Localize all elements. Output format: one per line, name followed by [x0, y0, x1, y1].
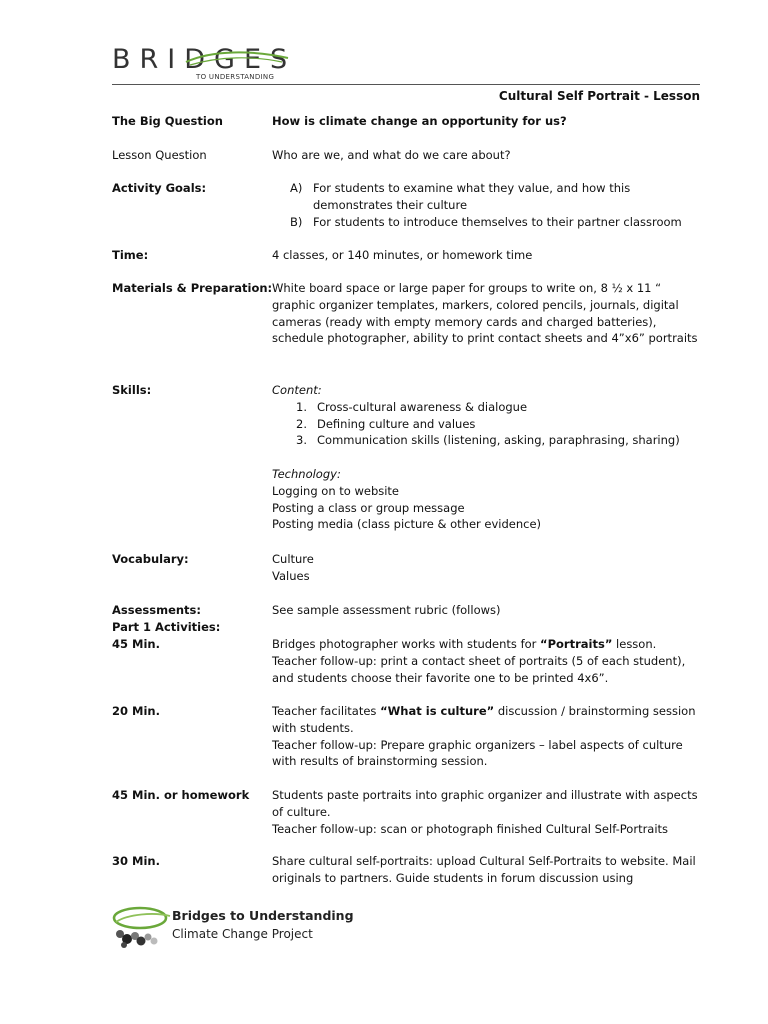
- activity-description: Share cultural self-portraits: upload Cultural Self-Portraits to website. Mail originals to partners. Guide students in forum discussion using: [272, 854, 696, 885]
- time-value: 4 classes, or 140 minutes, or homework time: [272, 248, 533, 262]
- lesson-question-value: Who are we, and what do we care about?: [272, 148, 511, 162]
- technology-item: Posting a class or group message: [272, 500, 465, 515]
- logo-swoosh-icon: [182, 46, 292, 72]
- logo-tagline: TO UNDERSTANDING: [196, 73, 275, 81]
- page-title: Cultural Self Portrait - Lesson: [498, 89, 700, 103]
- skills-label: Skills:: [112, 383, 152, 397]
- technology-item: Posting media (class picture & other evidence): [272, 517, 542, 532]
- vocabulary-label: Vocabulary:: [112, 552, 189, 566]
- content-skills-list: [272, 399, 704, 449]
- activity-followup: Teacher follow-up: scan or photograph finished Cultural Self-Portraits: [272, 821, 669, 836]
- big-question-value: How is climate change an opportunity for us?: [272, 114, 567, 128]
- activity-followup: Teacher follow-up: print a contact sheet of portraits (5 of each student), and students choose their favorite one to be printed 4x6”.: [272, 653, 686, 685]
- list-item: A) For students to examine what they value, and how this demonstrates their culture: [290, 181, 631, 212]
- list-item: 2. Defining culture and values: [296, 416, 476, 431]
- time-label: Time:: [112, 248, 149, 262]
- vocabulary-item: Culture: [272, 552, 314, 566]
- materials-value: White board space or large paper for groups to write on, 8 ½ x 11 “ graphic organizer templates, markers, colored pencils, journals, digital cameras (ready with empty memory cards and charged batteries), schedule photographer, ability to print contact sheets and 4”x6” portraits: [272, 281, 698, 346]
- list-item: 1. Cross-cultural awareness & dialogue: [296, 399, 528, 414]
- materials-label: Materials & Preparation:: [112, 281, 273, 295]
- activity-duration: 45 Min. or homework: [112, 788, 250, 802]
- footer-subtitle: Climate Change Project: [172, 927, 313, 941]
- lesson-question-label: Lesson Question: [112, 148, 207, 162]
- activity-goals-list: [272, 180, 704, 230]
- globe-logo-icon: [110, 898, 174, 954]
- footer-title: Bridges to Understanding: [172, 908, 354, 923]
- activity-duration: 20 Min.: [112, 704, 160, 718]
- bridges-logo: [112, 44, 312, 86]
- part1-label: Part 1 Activities:: [112, 620, 221, 634]
- big-question-label: The Big Question: [112, 114, 223, 128]
- vocabulary-item: Values: [272, 568, 310, 583]
- content-heading: Content:: [272, 383, 322, 397]
- header-divider: [112, 84, 700, 85]
- technology-item: Logging on to website: [272, 483, 400, 498]
- activity-duration: 45 Min.: [112, 637, 160, 651]
- activity-description: Teacher facilitates “What is culture” discussion / brainstorming session with students.: [272, 704, 696, 735]
- list-item: B) For students to introduce themselves to their partner classroom: [290, 214, 682, 229]
- technology-heading: Technology:: [272, 466, 341, 481]
- activity-goals-label: Activity Goals:: [112, 181, 207, 195]
- logo-wordmark: BRIDGES: [112, 44, 297, 75]
- activity-description: Students paste portraits into graphic organizer and illustrate with aspects of culture.: [272, 788, 698, 819]
- list-item: 3. Communication skills (listening, asking, paraphrasing, sharing): [296, 433, 680, 448]
- activity-duration: 30 Min.: [112, 854, 160, 868]
- activity-followup: Teacher follow-up: Prepare graphic organizers – label aspects of culture with results of brainstorming session.: [272, 737, 683, 769]
- assessments-value: See sample assessment rubric (follows): [272, 603, 501, 617]
- activity-description: Bridges photographer works with students for “Portraits” lesson.: [272, 637, 657, 651]
- assessments-label: Assessments:: [112, 603, 201, 617]
